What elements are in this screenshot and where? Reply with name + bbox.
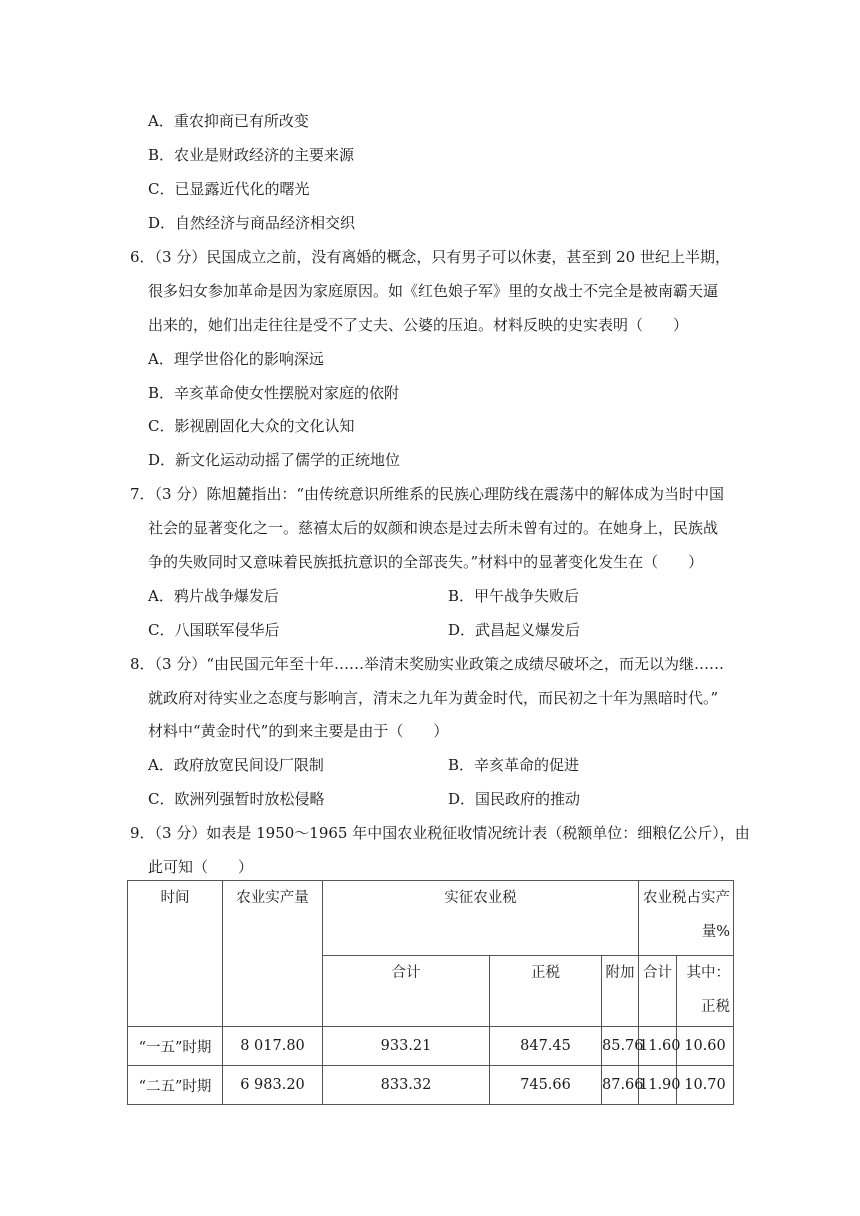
- q7-stem-line-3: 争的失败同时又意味着民族抵抗意识的全部丧失。”材料中的显著变化发生在（ ）: [148, 553, 704, 571]
- header-tax-label: 实征农业税: [444, 890, 517, 906]
- header-ratio-label: 农业税占实产量%: [643, 890, 730, 940]
- header-output-label: 农业实产量: [236, 890, 309, 906]
- q6-stem-line-3: 出来的，她们出走往往是受不了丈夫、公婆的压迫。材料反映的史实表明（ ）: [148, 316, 689, 334]
- q6-option-a: A．理学世俗化的影响深远: [148, 350, 324, 368]
- header-time: [128, 881, 223, 1027]
- q7-stem-line-2: 社会的显著变化之一。慈禧太后的奴颜和谀态是过去所未曾有过的。在她身上，民族战: [148, 519, 719, 537]
- header-ratio: [639, 881, 734, 956]
- row2-total: 833.32: [323, 1066, 490, 1105]
- row1-extra: 85.76: [602, 1027, 639, 1066]
- table-row: [128, 1027, 734, 1066]
- q5-option-c: C．已显露近代化的曙光: [148, 180, 310, 198]
- subheader-main-label: 正税: [531, 965, 560, 981]
- q6-option-c: C．影视剧固化大众的文化认知: [148, 417, 355, 435]
- subheader-extra: [602, 956, 639, 1027]
- row1-main: 847.45: [490, 1027, 602, 1066]
- q8-stem-line-2: 就政府对待实业之态度与影响言，清末之九年为黄金时代，而民初之十年为黑暗时代。”: [148, 689, 719, 707]
- q9-stem-line-2: 此可知（ ）: [148, 858, 254, 876]
- header-tax: [323, 881, 639, 956]
- q5-option-a: A．重农抑商已有所改变: [148, 112, 309, 130]
- q5-option-b: B．农业是财政经济的主要来源: [148, 146, 355, 164]
- row2-extra: 87.66: [602, 1066, 639, 1105]
- header-output: [223, 881, 323, 1027]
- row2-ratio-main: 10.70: [677, 1066, 734, 1105]
- subheader-total: [323, 956, 490, 1027]
- header-time-label: 时间: [160, 890, 190, 906]
- subheader-ratio-total-label: 合计: [643, 965, 672, 981]
- subheader-ratio-total: [639, 956, 677, 1027]
- row2-ratio-total: 11.90: [639, 1066, 677, 1105]
- q8-option-a: A．政府放宽民间设厂限制: [148, 756, 324, 774]
- q6-stem-line-2: 很多妇女参加革命是因为家庭原因。如《红色娘子军》里的女战士不完全是被南霸天逼: [148, 282, 719, 300]
- q6-option-d: D．新文化运动动摇了儒学的正统地位: [148, 451, 401, 469]
- q6-option-b: B．辛亥革命使女性摆脱对家庭的依附: [148, 384, 400, 402]
- q7-stem-line-1: 7．（3 分）陈旭麓指出：“由传统意识所维系的民族心理防线在震荡中的解体成为当时中国: [130, 485, 725, 503]
- row2-main: 745.66: [490, 1066, 602, 1105]
- table-header-row: [128, 881, 734, 956]
- row1-period: “一五”时期: [128, 1027, 223, 1066]
- q7-option-a: A．鸦片战争爆发后: [148, 587, 279, 605]
- q8-stem-line-1: 8．（3 分）“由民国元年至十年……举清末奖励实业政策之成绩尽破坏之，而无以为继……: [130, 655, 725, 673]
- row2-period: “二五”时期: [128, 1066, 223, 1105]
- q8-stem-line-3: 材料中“黄金时代”的到来主要是由于（ ）: [148, 722, 449, 740]
- subheader-main: [490, 956, 602, 1027]
- row1-ratio-main: 10.60: [677, 1027, 734, 1066]
- agricultural-tax-table: [127, 880, 734, 1105]
- subheader-extra-label: 附加: [605, 965, 635, 981]
- q9-stem-line-1: 9．（3 分）如表是 1950～1965 年中国农业税征收情况统计表（税额单位：细粮亿公斤），由: [130, 824, 750, 842]
- q8-option-b: B．辛亥革命的促进: [448, 756, 580, 774]
- q8-option-d: D．国民政府的推动: [448, 790, 581, 808]
- q8-option-c: C．欧洲列强暂时放松侵略: [148, 790, 325, 808]
- table-row: [128, 1066, 734, 1105]
- q7-option-d: D．武昌起义爆发后: [448, 621, 581, 639]
- q6-stem-line-1: 6．（3 分）民国成立之前，没有离婚的概念，只有男子可以休妻，甚至到 20 世纪上半期，: [130, 248, 730, 266]
- row1-total: 933.21: [323, 1027, 490, 1066]
- row1-ratio-total: 11.60: [639, 1027, 677, 1066]
- subheader-total-label: 合计: [391, 965, 421, 981]
- row2-output: 6 983.20: [223, 1066, 323, 1105]
- subheader-ratio-main: [677, 956, 734, 1027]
- q7-option-c: C．八国联军侵华后: [148, 621, 280, 639]
- row1-output: 8 017.80: [223, 1027, 323, 1066]
- q5-option-d: D．自然经济与商品经济相交织: [148, 214, 356, 232]
- subheader-ratio-main-label: 其中：正税: [686, 965, 730, 1015]
- q7-option-b: B．甲午战争失败后: [448, 587, 580, 605]
